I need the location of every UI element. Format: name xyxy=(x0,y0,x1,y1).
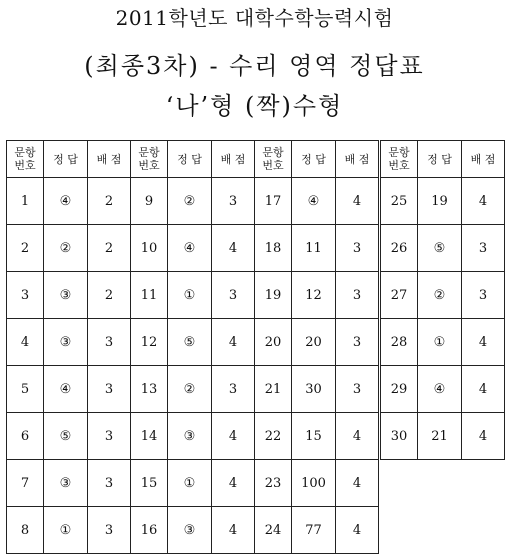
column-header-score: 배 점 xyxy=(88,141,131,178)
question-number: 29 xyxy=(381,366,418,413)
answer-key-title: (최종3차) - 수리 영역 정답표 xyxy=(84,52,425,80)
score-value: 4 xyxy=(212,460,255,507)
table-row xyxy=(131,319,255,366)
table-header-row xyxy=(381,141,505,178)
question-number: 20 xyxy=(255,319,292,366)
column-header-answer: 정 답 xyxy=(292,141,336,178)
column-header-score: 배 점 xyxy=(462,141,505,178)
score-value: 4 xyxy=(212,225,255,272)
answer-value: ③ xyxy=(168,507,212,554)
question-number: 11 xyxy=(131,272,168,319)
answer-value: ⑤ xyxy=(44,413,88,460)
table-row xyxy=(7,460,131,507)
table-row xyxy=(381,272,505,319)
column-header-answer: 정 답 xyxy=(44,141,88,178)
question-number: 15 xyxy=(131,460,168,507)
answer-value: ④ xyxy=(44,178,88,225)
question-number: 1 xyxy=(7,178,44,225)
table-row xyxy=(255,272,379,319)
answer-block-2 xyxy=(130,140,255,554)
question-number: 5 xyxy=(7,366,44,413)
score-value: 3 xyxy=(88,460,131,507)
table-row xyxy=(131,178,255,225)
answer-value: ③ xyxy=(44,319,88,366)
question-number: 23 xyxy=(255,460,292,507)
table-row xyxy=(255,178,379,225)
question-number: 8 xyxy=(7,507,44,554)
question-number: 16 xyxy=(131,507,168,554)
question-number: 19 xyxy=(255,272,292,319)
question-number: 6 xyxy=(7,413,44,460)
answer-value: ④ xyxy=(418,366,462,413)
table-row xyxy=(131,413,255,460)
question-number: 27 xyxy=(381,272,418,319)
column-header-number: 문항 번호 xyxy=(255,141,292,178)
table-row xyxy=(131,366,255,413)
table-row xyxy=(381,366,505,413)
answer-block-3 xyxy=(254,140,379,554)
table-row xyxy=(255,319,379,366)
table-row xyxy=(131,507,255,554)
score-value: 3 xyxy=(336,366,379,413)
score-value: 3 xyxy=(88,507,131,554)
table-row xyxy=(7,507,131,554)
score-value: 4 xyxy=(336,460,379,507)
score-value: 3 xyxy=(462,225,505,272)
question-number: 24 xyxy=(255,507,292,554)
column-header-number: 문항 번호 xyxy=(131,141,168,178)
column-header-answer: 정 답 xyxy=(418,141,462,178)
answer-block-1 xyxy=(6,140,131,554)
score-value: 3 xyxy=(212,272,255,319)
question-number: 4 xyxy=(7,319,44,366)
score-value: 4 xyxy=(462,178,505,225)
score-value: 3 xyxy=(212,178,255,225)
score-value: 3 xyxy=(88,319,131,366)
answer-value: ② xyxy=(168,178,212,225)
answer-value: ② xyxy=(168,366,212,413)
answer-value: 11 xyxy=(292,225,336,272)
exam-type-subtitle: ‘나’형 (짝)수형 xyxy=(165,92,344,120)
column-header-answer: 정 답 xyxy=(168,141,212,178)
answer-value: ② xyxy=(418,272,462,319)
answer-value: ① xyxy=(418,319,462,366)
question-number: 10 xyxy=(131,225,168,272)
question-number: 14 xyxy=(131,413,168,460)
table-row xyxy=(7,366,131,413)
question-number: 25 xyxy=(381,178,418,225)
score-value: 4 xyxy=(336,178,379,225)
table-row xyxy=(255,225,379,272)
question-number: 7 xyxy=(7,460,44,507)
score-value: 2 xyxy=(88,178,131,225)
table-row xyxy=(131,272,255,319)
table-row xyxy=(7,319,131,366)
column-header-number: 문항 번호 xyxy=(7,141,44,178)
answer-value: ④ xyxy=(168,225,212,272)
answer-value: 15 xyxy=(292,413,336,460)
question-number: 30 xyxy=(381,413,418,460)
answer-value: ③ xyxy=(44,272,88,319)
table-row xyxy=(7,413,131,460)
table-header-row xyxy=(7,141,131,178)
question-number: 21 xyxy=(255,366,292,413)
table-row xyxy=(7,178,131,225)
answer-value: ④ xyxy=(292,178,336,225)
table-row xyxy=(255,507,379,554)
score-value: 4 xyxy=(212,319,255,366)
table-header-row xyxy=(255,141,379,178)
answer-value: ⑤ xyxy=(168,319,212,366)
score-value: 4 xyxy=(462,319,505,366)
question-number: 13 xyxy=(131,366,168,413)
question-number: 12 xyxy=(131,319,168,366)
question-number: 26 xyxy=(381,225,418,272)
answer-value: ⑤ xyxy=(418,225,462,272)
table-row xyxy=(381,178,505,225)
column-header-number: 문항 번호 xyxy=(381,141,418,178)
exam-title: 2011학년도 대학수학능력시험 xyxy=(115,6,394,30)
answer-value: 77 xyxy=(292,507,336,554)
table-row xyxy=(7,272,131,319)
score-value: 3 xyxy=(336,272,379,319)
answer-value: ① xyxy=(168,460,212,507)
question-number: 2 xyxy=(7,225,44,272)
answer-value: ② xyxy=(44,225,88,272)
score-value: 4 xyxy=(212,413,255,460)
table-row xyxy=(255,366,379,413)
question-number: 17 xyxy=(255,178,292,225)
answer-value: 100 xyxy=(292,460,336,507)
score-value: 4 xyxy=(212,507,255,554)
answer-block-4 xyxy=(380,140,505,460)
score-value: 3 xyxy=(88,413,131,460)
table-header-row xyxy=(131,141,255,178)
answer-value: ① xyxy=(44,507,88,554)
question-number: 9 xyxy=(131,178,168,225)
score-value: 3 xyxy=(336,319,379,366)
answer-value: 19 xyxy=(418,178,462,225)
table-row xyxy=(381,413,505,460)
table-row xyxy=(381,319,505,366)
table-row xyxy=(131,460,255,507)
score-value: 2 xyxy=(88,225,131,272)
column-header-score: 배 점 xyxy=(336,141,379,178)
score-value: 4 xyxy=(336,507,379,554)
score-value: 4 xyxy=(462,413,505,460)
answer-value: 21 xyxy=(418,413,462,460)
answer-value: 20 xyxy=(292,319,336,366)
score-value: 3 xyxy=(88,366,131,413)
question-number: 3 xyxy=(7,272,44,319)
table-row xyxy=(381,225,505,272)
table-row xyxy=(255,460,379,507)
answer-value: 12 xyxy=(292,272,336,319)
column-header-score: 배 점 xyxy=(212,141,255,178)
table-row xyxy=(255,413,379,460)
table-row xyxy=(131,225,255,272)
question-number: 22 xyxy=(255,413,292,460)
score-value: 4 xyxy=(336,413,379,460)
answer-value: 30 xyxy=(292,366,336,413)
score-value: 3 xyxy=(336,225,379,272)
score-value: 4 xyxy=(462,366,505,413)
answer-value: ④ xyxy=(44,366,88,413)
score-value: 3 xyxy=(462,272,505,319)
answer-value: ③ xyxy=(168,413,212,460)
answer-value: ③ xyxy=(44,460,88,507)
question-number: 28 xyxy=(381,319,418,366)
score-value: 3 xyxy=(212,366,255,413)
score-value: 2 xyxy=(88,272,131,319)
table-row xyxy=(7,225,131,272)
question-number: 18 xyxy=(255,225,292,272)
answer-value: ① xyxy=(168,272,212,319)
